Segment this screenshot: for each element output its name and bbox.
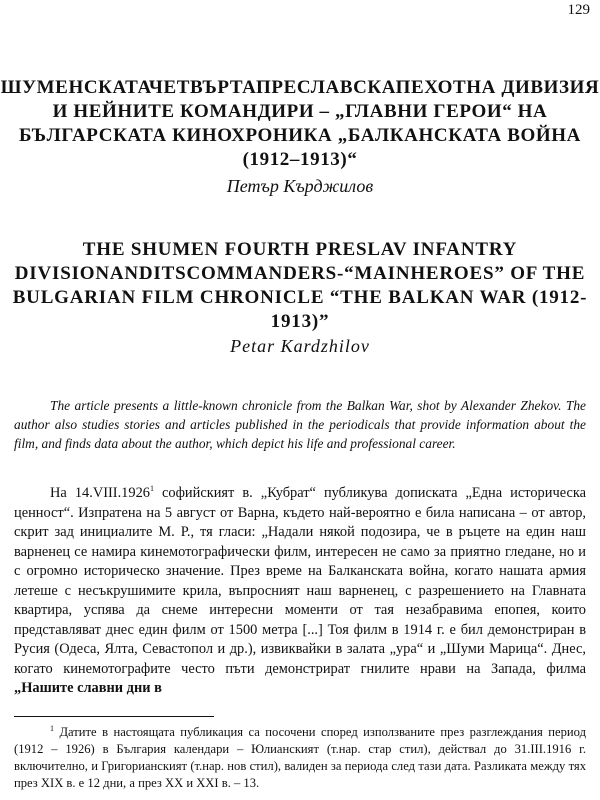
body-intro: На 14.VIII.1926 (50, 485, 150, 501)
footnote-reference[interactable]: 1 (149, 484, 154, 494)
footnote-text: Датите в настоящата публикация са посочени според използваните през разглеждания период (1912 – 1926) в България календари – Юлианският (т.нар. стар стил), действал до 31.III.1916 г. включително, и Григорианският (т.нар. нов стил), валиден за периода след тази дата. Разликата между тях през XIX в. е 12 дни, а през XX и XXI в. – 13. (14, 725, 586, 790)
footnote (14, 724, 586, 792)
author-bulgarian: Петър Кърджилов (226, 176, 374, 196)
footnote-marker: 1 (50, 723, 54, 733)
body-text: софийският в. „Кубрат“ публикува дописката „Една историческа ценност“. Изпратена на 5 август от Варна, където най-вероятно е била написана – от автор, скрит зад инициалите М. Р., тя гласи: „Надали някой подозира, че в ръцете на един наш варненец се намира кинемотографически филм, интересен не само за приятно гледане, но и с огромно историческо значение. През време на Балканската война, когато нашата армия летеше с несъкрушимите крила, въпросният наш варненец, с разрешението на Главната квартира, успява да снеме интересни моменти от тая незабравима епопея, които представляват днес един филм от 1500 метра [...] Тоя филм в 1914 г. е бил демонстриран в Русия (Одеса, Ялта, Севастопол и др.), извиквайки в залата „ура“ и „Шуми Марица“. Днес, когато кинемотографите често пъти демонстрират гнилите нрави на Запада, филма (14, 485, 586, 677)
body-bold-tail: „Нашите славни дни в (14, 680, 162, 696)
title-bulgarian: ШУМЕНСКАТАЧЕТВЪРТАПРЕСЛАВСКАПЕХОТНА ДИВИЗИЯ И НЕЙНИТЕ КОМАНДИРИ – „ГЛАВНИ ГЕРОИ“ НА БЪЛГАРСКАТА КИНОХРОНИКА „БАЛКАНСКАТА ВОЙНА (1912–1913)“ (0, 77, 600, 170)
body-paragraph (14, 484, 586, 699)
title-english: THE SHUMEN FOURTH PRESLAV INFANTRY DIVISIONANDITSCOMMANDERS-“MAINHEROES” OF THE BULGARIAN FILM CHRONICLE “THE BALKAN WAR (1912-1913)” (12, 239, 588, 332)
author-english: Petar Kardzhilov (230, 336, 370, 356)
footnote-divider (14, 716, 214, 717)
page-number: 129 (567, 2, 590, 18)
abstract: The article presents a little-known chronicle from the Balkan War, shot by Alexander Zhekov. The author also studies stories and articles published in the periodicals that provide information about the film, and finds data about the author, which depict his life and professional career. (14, 398, 586, 451)
